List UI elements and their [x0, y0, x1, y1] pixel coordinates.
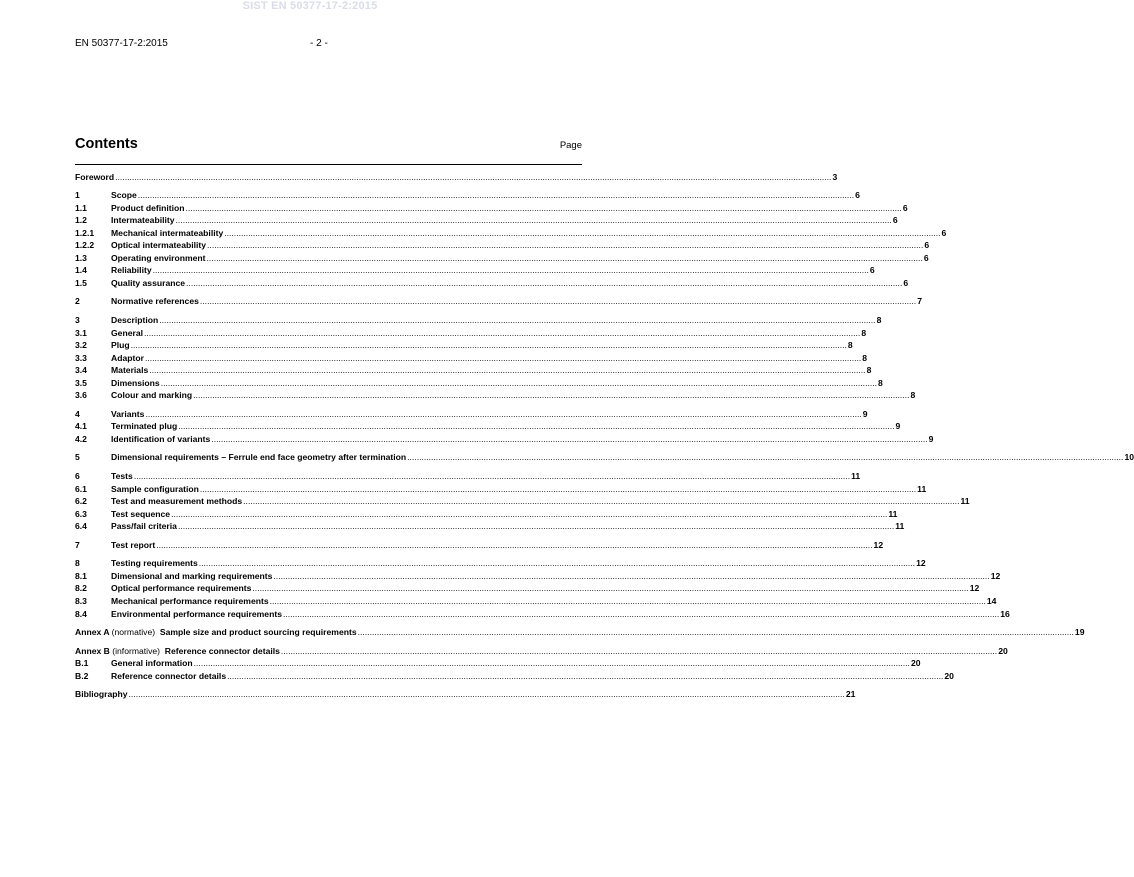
toc-entry-page: 8 — [861, 327, 867, 338]
toc-entry-label: General information — [111, 658, 193, 669]
dot-leader: ............................................................................................................................................................................................................................................................................................................ — [115, 171, 832, 182]
page-number: - 2 - — [310, 38, 328, 49]
dot-leader: ............................................................................................................................................................................................................................................................................................................ — [185, 202, 902, 213]
toc-entry[interactable] — [75, 388, 916, 401]
toc-entry[interactable] — [75, 419, 901, 432]
toc-entry-page: 21 — [845, 689, 856, 700]
toc-entry-label: Operating environment — [111, 252, 206, 263]
dot-leader: ............................................................................................................................................................................................................................................................................................................ — [149, 365, 866, 376]
toc-entry[interactable] — [75, 506, 898, 519]
toc-entry-page: 12 — [873, 539, 884, 550]
dot-leader: ............................................................................................................................................................................................................................................................................................................ — [193, 390, 910, 401]
toc-entry-number: 8.4 — [75, 608, 87, 619]
toc-entry-page: 11 — [960, 496, 970, 507]
toc-entry-page: 6 — [869, 265, 875, 276]
toc-entry-page: 11 — [917, 483, 927, 494]
toc-entry[interactable] — [75, 325, 867, 338]
toc-entry-page: 20 — [910, 658, 921, 669]
toc-entry-page: 8 — [876, 315, 882, 326]
toc-entry-page: 20 — [998, 645, 1008, 656]
toc-entry-label: Foreword — [75, 171, 115, 182]
toc-entry[interactable] — [75, 625, 1085, 638]
page-column-label: Page — [559, 140, 582, 151]
toc-entry[interactable] — [75, 581, 980, 594]
dot-leader: ............................................................................................................................................................................................................................................................................................................ — [207, 240, 924, 251]
toc-entry-label: Reference connector details — [111, 670, 227, 681]
toc-entry-number: 5 — [75, 452, 80, 463]
toc-entry-label: Colour and marking — [111, 390, 193, 401]
toc-entry-number: 6.1 — [75, 483, 87, 494]
toc-entry-page: 9 — [895, 421, 901, 432]
toc-entry[interactable] — [75, 363, 872, 376]
toc-entry-number: 1.2 — [75, 215, 87, 226]
toc-entry[interactable] — [75, 606, 1010, 619]
toc-entry-label: Pass/fail criteria — [111, 521, 177, 532]
toc-entry-label: Dimensional requirements – Ferrule end face geometry after termination — [111, 452, 407, 463]
toc-entry-page: 16 — [1000, 608, 1010, 619]
toc-entry-number: 1.1 — [75, 202, 87, 213]
watermark: SIST EN 50377-17-2:2015 — [242, 0, 378, 12]
dot-leader: ............................................................................................................................................................................................................................................................................................................ — [224, 227, 941, 238]
toc-entry[interactable] — [75, 238, 930, 251]
toc-entry-label: Intermateability — [111, 215, 175, 226]
dot-leader: ............................................................................................................................................................................................................................................................................................................ — [133, 471, 851, 482]
table-of-contents — [75, 164, 1134, 700]
toc-entry[interactable] — [75, 687, 856, 700]
dot-leader: ............................................................................................................................................................................................................................................................................................................ — [243, 496, 960, 507]
toc-entry[interactable] — [75, 643, 1008, 656]
annex-number: Annex B — [75, 645, 110, 656]
dot-leader: ............................................................................................................................................................................................................................................................................................................ — [269, 595, 986, 606]
toc-entry-label: Product definition — [111, 202, 185, 213]
toc-entry[interactable] — [75, 263, 875, 276]
toc-entry[interactable] — [75, 200, 908, 213]
dot-leader: ............................................................................................................................................................................................................................................................................................................ — [193, 658, 910, 669]
toc-entry[interactable] — [75, 406, 868, 419]
annex-type: (normative) — [111, 627, 156, 638]
dot-leader: ............................................................................................................................................................................................................................................................................................................ — [198, 558, 916, 569]
toc-entry-label: Optical intermateability — [111, 240, 207, 251]
toc-entry-page: 12 — [990, 570, 1001, 581]
contents-title: Contents — [75, 136, 138, 152]
toc-entry-number: B.2 — [75, 670, 89, 681]
toc-entry-label: Test report — [111, 539, 156, 550]
toc-entry-label: Terminated plug — [111, 421, 178, 432]
toc-entry-page: 6 — [941, 227, 947, 238]
toc-entry-number: 3.1 — [75, 327, 87, 338]
toc-entry-page: 8 — [910, 390, 916, 401]
annex-title: Sample size and product sourcing requirements — [159, 627, 357, 638]
toc-entry-label: Scope — [111, 190, 137, 201]
toc-entry-label: Quality assurance — [111, 277, 186, 288]
dot-leader: ............................................................................................................................................................................................................................................................................................................ — [357, 627, 1074, 638]
toc-entry-label: Adaptor — [111, 352, 144, 363]
annex-title: Reference connector details — [164, 645, 280, 656]
toc-entry-label: Reliability — [111, 265, 152, 276]
toc-entry-label — [75, 646, 280, 656]
dot-leader: ............................................................................................................................................................................................................................................................................................................ — [280, 645, 998, 656]
dot-leader: ............................................................................................................................................................................................................................................................................................................ — [186, 277, 903, 288]
toc-entry[interactable] — [75, 312, 882, 326]
toc-entry[interactable] — [75, 656, 921, 669]
toc-entry-page: 11 — [851, 471, 861, 482]
dot-leader: ............................................................................................................................................................................................................................................................................................................ — [206, 252, 923, 263]
toc-entry-page: 6 — [892, 215, 898, 226]
toc-entry-number: 8.1 — [75, 570, 87, 581]
toc-entry-page: 8 — [866, 365, 872, 376]
toc-entry-page: 6 — [923, 252, 929, 263]
dot-leader: ............................................................................................................................................................................................................................................................................................................ — [199, 483, 917, 494]
dot-leader: ............................................................................................................................................................................................................................................................................................................ — [160, 377, 878, 388]
dot-leader: ............................................................................................................................................................................................................................................................................................................ — [273, 570, 990, 581]
dot-leader: ............................................................................................................................................................................................................................................................................................................ — [144, 327, 861, 338]
toc-entry[interactable] — [75, 169, 838, 182]
dot-leader: ............................................................................................................................................................................................................................................................................................................ — [407, 452, 1124, 463]
toc-entry-page: 8 — [847, 340, 853, 351]
toc-entry-page: 11 — [888, 508, 898, 519]
toc-entry-label: Testing requirements — [111, 558, 198, 569]
toc-entry[interactable] — [75, 468, 861, 482]
toc-entry-number: 3.4 — [75, 365, 87, 376]
toc-entry-number: 8.3 — [75, 595, 87, 606]
dot-leader: ............................................................................................................................................................................................................................................................................................................ — [199, 296, 917, 307]
toc-entry[interactable] — [75, 225, 947, 238]
toc-entry-number: 1.5 — [75, 277, 87, 288]
toc-entry-number: 4.1 — [75, 421, 87, 432]
toc-entry-number: 1.2.1 — [75, 227, 95, 238]
dot-leader: ............................................................................................................................................................................................................................................................................................................ — [159, 315, 876, 326]
toc-entry-label: Mechanical performance requirements — [111, 595, 269, 606]
toc-entry[interactable] — [75, 188, 860, 201]
dot-leader: ............................................................................................................................................................................................................................................................................................................ — [175, 215, 892, 226]
toc-entry[interactable] — [75, 519, 905, 532]
toc-entry-number: 4 — [75, 408, 80, 419]
toc-entry-number: 1.2.2 — [75, 240, 95, 251]
dot-leader: ............................................................................................................................................................................................................................................................................................................ — [152, 265, 869, 276]
toc-entry-page: 19 — [1074, 627, 1085, 638]
toc-entry[interactable] — [75, 481, 927, 494]
toc-entry[interactable] — [75, 593, 997, 606]
toc-entry-page: 6 — [924, 240, 930, 251]
toc-entry-page: 11 — [895, 521, 905, 532]
toc-entry-page: 8 — [878, 377, 883, 388]
toc-entry-page: 12 — [916, 558, 926, 569]
toc-entry-page: 20 — [944, 670, 954, 681]
toc-entry-page: 10 — [1124, 452, 1134, 463]
toc-entry-number: 3 — [75, 315, 80, 326]
dot-leader: ............................................................................................................................................................................................................................................................................................................ — [227, 670, 944, 681]
toc-entry-label: General — [111, 327, 144, 338]
toc-entry-label: Bibliography — [75, 689, 128, 700]
toc-entry[interactable] — [75, 350, 868, 363]
toc-entry[interactable] — [75, 275, 909, 288]
dot-leader: ............................................................................................................................................................................................................................................................................................................ — [144, 352, 862, 363]
toc-entry[interactable] — [75, 668, 954, 681]
toc-entry-number: 8.2 — [75, 583, 87, 594]
toc-entry[interactable] — [75, 494, 970, 507]
toc-entry-number: 6.4 — [75, 521, 87, 532]
toc-entry[interactable] — [75, 450, 1134, 463]
dot-leader: ............................................................................................................................................................................................................................................................................................................ — [137, 190, 855, 201]
toc-entry-label: Environmental performance requirements — [111, 608, 282, 619]
toc-entry-number: 4.2 — [75, 433, 87, 444]
toc-entry[interactable] — [75, 556, 926, 569]
toc-entry-label — [75, 627, 357, 637]
dot-leader: ............................................................................................................................................................................................................................................................................................................ — [211, 433, 928, 444]
dot-leader: ............................................................................................................................................................................................................................................................................................................ — [177, 521, 895, 532]
toc-entry[interactable] — [75, 213, 898, 226]
dot-leader: ............................................................................................................................................................................................................................................................................................................ — [130, 340, 847, 351]
toc-entry[interactable] — [75, 537, 884, 550]
toc-entry-number: B.1 — [75, 658, 89, 669]
toc-entry-page: 14 — [986, 595, 997, 606]
toc-entry-number: 6 — [75, 471, 80, 482]
toc-entry-page: 9 — [862, 408, 868, 419]
toc-entry[interactable] — [75, 294, 922, 307]
toc-entry-page: 12 — [969, 583, 980, 594]
toc-entry[interactable] — [75, 250, 929, 263]
toc-entry-label: Test and measurement methods — [111, 496, 243, 507]
toc-entry-label: Sample configuration — [111, 483, 199, 494]
toc-entry-label: Mechanical intermateability — [111, 227, 224, 238]
toc-entry-label: Plug — [111, 340, 130, 351]
toc-entry-number: 7 — [75, 539, 80, 550]
dot-leader: ............................................................................................................................................................................................................................................................................................................ — [145, 408, 862, 419]
dot-leader: ............................................................................................................................................................................................................................................................................................................ — [252, 583, 969, 594]
toc-entry-page: 6 — [855, 190, 860, 201]
toc-entry-label: Test sequence — [111, 508, 171, 519]
toc-entry-label: Description — [111, 315, 159, 326]
annex-type: (informative) — [112, 645, 161, 656]
toc-entry-page: 8 — [862, 352, 868, 363]
dot-leader: ............................................................................................................................................................................................................................................................................................................ — [128, 689, 845, 700]
toc-entry-label: Normative references — [111, 296, 199, 307]
toc-entry-number: 1 — [75, 190, 80, 201]
toc-entry[interactable] — [75, 375, 883, 388]
dot-leader: ............................................................................................................................................................................................................................................................................................................ — [156, 539, 873, 550]
toc-entry-number: 3.2 — [75, 340, 87, 351]
toc-entry-number: 8 — [75, 558, 80, 569]
toc-entry-label: Identification of variants — [111, 433, 211, 444]
toc-entry-number: 1.4 — [75, 265, 87, 276]
annex-number: Annex A — [75, 627, 110, 638]
dot-leader: ............................................................................................................................................................................................................................................................................................................ — [171, 508, 888, 519]
toc-entry-page: 6 — [903, 277, 909, 288]
toc-entry-label: Tests — [111, 471, 133, 482]
toc-entry-page: 9 — [928, 433, 934, 444]
toc-entry-number: 3.5 — [75, 377, 87, 388]
toc-entry-label: Dimensions — [111, 377, 160, 388]
toc-entry[interactable] — [75, 338, 853, 351]
toc-entry-number: 6.3 — [75, 508, 87, 519]
toc-entry-number: 3.6 — [75, 390, 87, 401]
toc-entry-label: Variants — [111, 408, 145, 419]
toc-entry-label: Dimensional and marking requirements — [111, 570, 273, 581]
dot-leader: ............................................................................................................................................................................................................................................................................................................ — [178, 421, 895, 432]
toc-entry-page: 3 — [832, 171, 838, 182]
dot-leader: ............................................................................................................................................................................................................................................................................................................ — [282, 608, 1000, 619]
toc-entry-page: 7 — [917, 296, 922, 307]
document-id: EN 50377-17-2:2015 — [75, 38, 168, 49]
toc-entry[interactable] — [75, 431, 934, 444]
toc-entry-number: 2 — [75, 296, 80, 307]
toc-entry[interactable] — [75, 568, 1001, 581]
toc-entry-page: 6 — [902, 202, 908, 213]
toc-entry-number: 6.2 — [75, 496, 87, 507]
toc-entry-label: Optical performance requirements — [111, 583, 252, 594]
toc-entry-label: Materials — [111, 365, 149, 376]
toc-entry-number: 3.3 — [75, 352, 87, 363]
toc-entry-number: 1.3 — [75, 252, 87, 263]
